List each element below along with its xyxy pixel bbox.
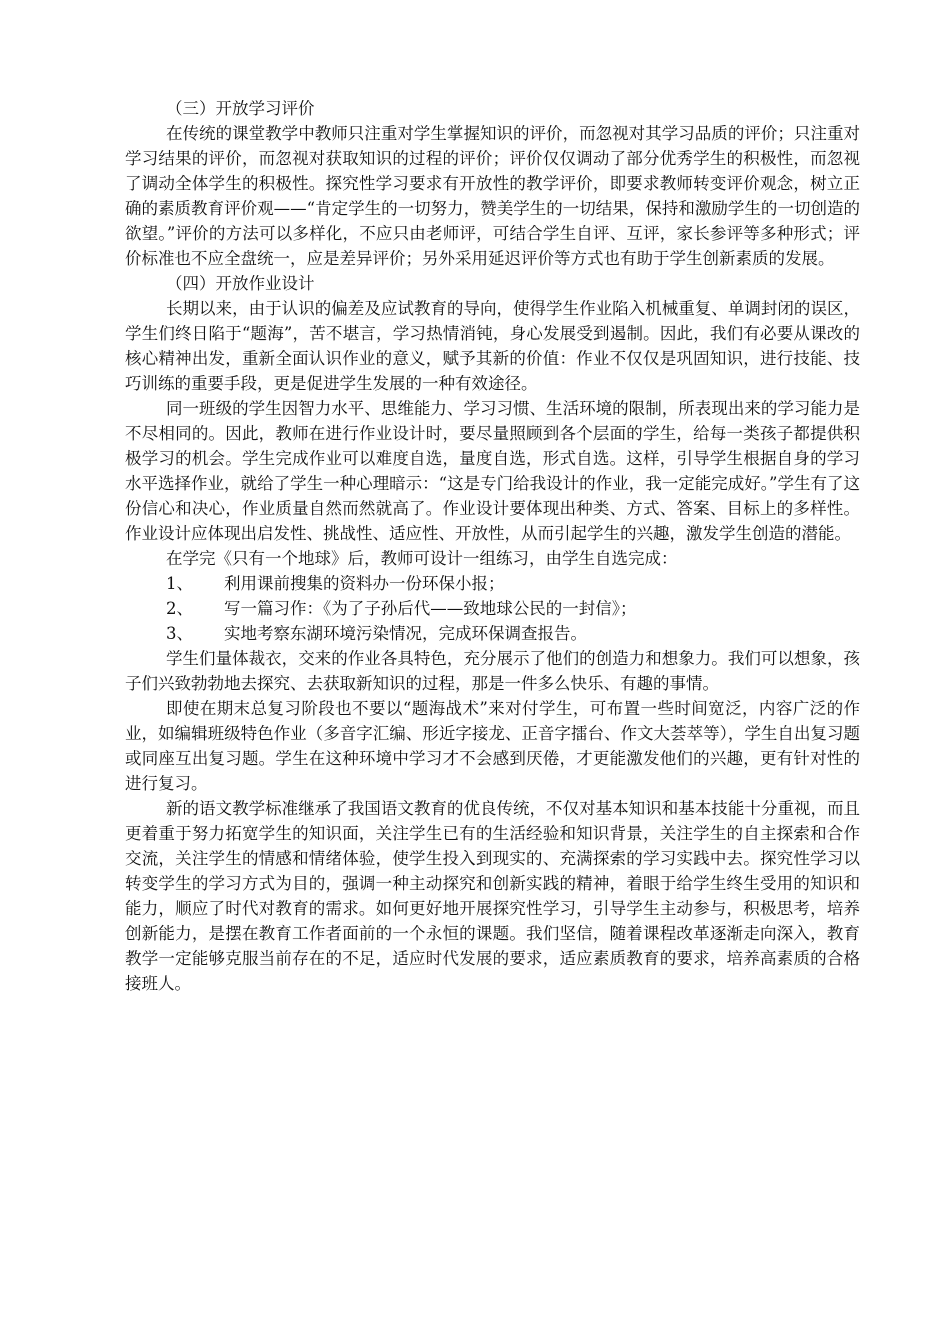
- list-item: [125, 621, 860, 646]
- paragraph-review-stage: 即使在期末总复习阶段也不要以“题海战术”来对付学生，可布置一些时间宽泛，内容广泛的作业，如编辑班级特色作业（多音字汇编、形近字接龙、正音字擂台、作文大荟萃等），学生自出复习题或同座互出复习题。学生在这种环境中学习才不会感到厌倦，才更能激发他们的兴趣，更有针对性的进行复习。: [125, 699, 860, 793]
- list-item-text: 写一篇习作：《为了子孙后代——致地球公民的一封信》；: [224, 599, 637, 618]
- list-item-number: 2、: [166, 599, 193, 618]
- list-item-text: 实地考察东湖环境污染情况，完成环保调查报告。: [224, 624, 587, 643]
- document-page: [125, 96, 860, 996]
- section-heading-3: （三）开放学习评价: [166, 99, 315, 118]
- paragraph-homework-levels: 同一班级的学生因智力水平、思维能力、学习习惯、生活环境的限制，所表现出来的学习能力是不尽相同的。因此，教师在进行作业设计时，要尽量照顾到各个层面的学生，给每一类孩子都提供积极学习的机会。学生完成作业可以难度自选，量度自选，形式自选。这样，引导学生根据自身的学习水平选择作业，就给了学生一种心理暗示：“这是专门给我设计的作业，我一定能完成好。”学生有了这份信心和决心，作业质量自然而然就高了。作业设计要体现出种类、方式、答案、目标上的多样性。作业设计应体现出启发性、挑战性、适应性、开放性，从而引起学生的兴趣，激发学生创造的潜能。: [125, 399, 860, 543]
- list-item-number: 1、: [166, 574, 193, 593]
- paragraph-student-results: 学生们量体裁衣，交来的作业各具特色，充分展示了他们的创造力和想象力。我们可以想象，孩子们兴致勃勃地去探究、去获取新知识的过程，那是一件多么快乐、有趣的事情。: [125, 649, 860, 693]
- exercise-list: [125, 571, 860, 646]
- paragraph-evaluation: 在传统的课堂教学中教师只注重对学生掌握知识的评价，而忽视对其学习品质的评价；只注重对学习结果的评价，而忽视对获取知识的过程的评价；评价仅仅调动了部分优秀学生的积极性，而忽视了调动全体学生的积极性。探究性学习要求有开放性的教学评价，即要求教师转变评价观念，树立正确的素质教育评价观——“肯定学生的一切努力，赞美学生的一切结果，保持和激励学生的一切创造的欲望。”评价的方法可以多样化，不应只由老师评，可结合学生自评、互评，家长参评等多种形式；评价标准也不应全盘统一，应是差异评价；另外采用延迟评价等方式也有助于学生创新素质的发展。: [125, 124, 860, 268]
- list-item-text: 利用课前搜集的资料办一份环保小报；: [224, 574, 505, 593]
- paragraph-conclusion: 新的语文教学标准继承了我国语文教育的优良传统，不仅对基本知识和基本技能十分重视，而且更着重于努力拓宽学生的知识面，关注学生已有的生活经验和知识背景，关注学生的自主探索和合作交流，关注学生的情感和情绪体验，使学生投入到现实的、充满探索的学习实践中去。探究性学习以转变学生的学习方式为目的，强调一种主动探究和创新实践的精神，着眼于给学生终生受用的知识和能力，顺应了时代对教育的需求。如何更好地开展探究性学习，引导学生主动参与，积极思考，培养创新能力，是摆在教育工作者面前的一个永恒的课题。我们坚信，随着课程改革逐渐走向深入，教育教学一定能够克服当前存在的不足，适应时代发展的要求，适应素质教育的要求，培养高素质的合格接班人。: [125, 799, 860, 993]
- paragraph-homework-intro: 长期以来，由于认识的偏差及应试教育的导向，使得学生作业陷入机械重复、单调封闭的误区，学生们终日陷于“题海”，苦不堪言，学习热情消钝，身心发展受到遏制。因此，我们有必要从课改的核心精神出发，重新全面认识作业的意义，赋予其新的价值：作业不仅仅是巩固知识，进行技能、技巧训练的重要手段，更是促进学生发展的一种有效途径。: [125, 299, 860, 393]
- list-item: [125, 571, 860, 596]
- section-heading-4: （四）开放作业设计: [166, 274, 315, 293]
- paragraph-exercise-intro: 在学完《只有一个地球》后，教师可设计一组练习，由学生自选完成：: [166, 549, 678, 568]
- list-item: [125, 596, 860, 621]
- list-item-number: 3、: [166, 624, 193, 643]
